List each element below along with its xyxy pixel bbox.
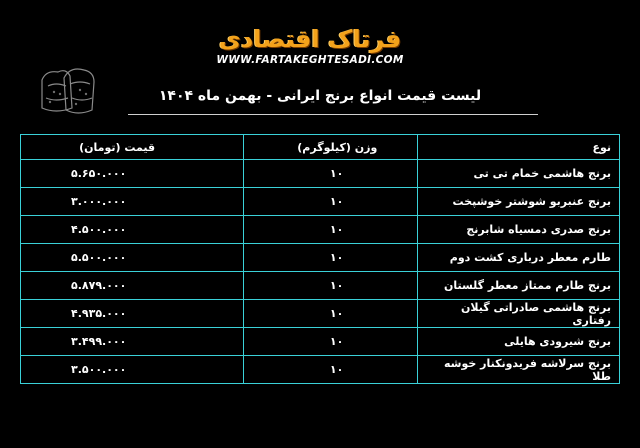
- table-row: [21, 244, 620, 272]
- cell-price: ۴.۵۰۰.۰۰۰: [21, 216, 244, 244]
- cell-price: ۵.۵۰۰.۰۰۰: [21, 244, 244, 272]
- cell-weight: ۱۰: [244, 356, 418, 384]
- cell-type: طارم معطر درباری کشت دوم: [418, 244, 620, 272]
- page-title: لیست قیمت انواع برنج ایرانی - بهمن ماه ۱۴۰۴: [158, 88, 482, 104]
- table-header-row: [21, 135, 620, 160]
- header-price: قیمت (تومان): [21, 135, 244, 160]
- cell-weight: ۱۰: [244, 188, 418, 216]
- cell-weight: ۱۰: [244, 160, 418, 188]
- header-weight: وزن (کیلوگرم): [244, 135, 418, 160]
- cell-price: ۳.۴۹۹.۰۰۰: [21, 328, 244, 356]
- rice-sacks-icon: [36, 58, 100, 118]
- table-row: [21, 188, 620, 216]
- title-divider: [128, 114, 538, 115]
- table-row: [21, 272, 620, 300]
- table-row: [21, 328, 620, 356]
- cell-price: ۳.۰۰۰.۰۰۰: [21, 188, 244, 216]
- cell-price: ۵.۸۷۹.۰۰۰: [21, 272, 244, 300]
- cell-weight: ۱۰: [244, 244, 418, 272]
- cell-weight: ۱۰: [244, 328, 418, 356]
- site-logo-title: فرتاک اقتصادی: [218, 25, 402, 53]
- cell-type: برنج شیرودی هایلی: [418, 328, 620, 356]
- cell-type: برنج طارم ممتاز معطر گلستان: [418, 272, 620, 300]
- cell-type: برنج عنبربو شوشتر خوشپخت: [418, 188, 620, 216]
- table-row: [21, 356, 620, 384]
- cell-type: برنج صدری دمسیاه شابرنج: [418, 216, 620, 244]
- cell-type: برنج هاشمی خمام تی تی: [418, 160, 620, 188]
- cell-weight: ۱۰: [244, 272, 418, 300]
- cell-type: برنج سرلاشه فریدونکنار خوشه طلا: [418, 356, 620, 384]
- cell-price: ۳.۵۰۰.۰۰۰: [21, 356, 244, 384]
- cell-weight: ۱۰: [244, 300, 418, 328]
- header-type: نوع: [418, 135, 620, 160]
- table-row: [21, 160, 620, 188]
- website-url: WWW.FARTAKEGHTESADI.COM: [216, 54, 404, 66]
- cell-weight: ۱۰: [244, 216, 418, 244]
- cell-type: برنج هاشمی صادراتی گیلان رفتاری: [418, 300, 620, 328]
- table-row: [21, 300, 620, 328]
- rice-price-table: [20, 134, 620, 384]
- table-row: [21, 216, 620, 244]
- cell-price: ۵.۶۵۰.۰۰۰: [21, 160, 244, 188]
- cell-price: ۴.۹۳۵.۰۰۰: [21, 300, 244, 328]
